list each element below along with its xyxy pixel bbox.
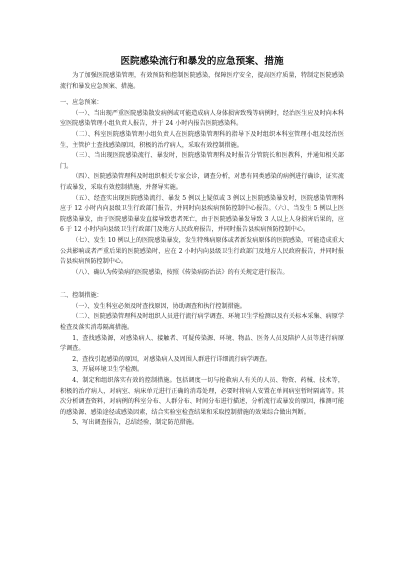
measure-item: 2、查找引起感染的原因，对感染病人及周围人群进行详细流行病学调查。 (72, 355, 272, 363)
document-title: 医院感染流行和暴发的应急预案、措施 (120, 56, 284, 67)
plan-item: （七）、发生 10 例以上的医院感染暴发，发生特殊病原体或者新发病原体的医院感染，可能造成重大公共影响或者严重后果的医院感染时，应在 2 小时内向县级卫生行政部门及地方人民政府报告，并同时报告县疾病预防控制中心。 (60, 236, 344, 266)
measure-item: 4、制定和组织落实有效的控制措施。包括调度一切与抢救病人有关的人员、物资、药械、技术等，积极的治疗病人，对病室、病床单元进行正确的消毒处理，必要时将病人安置在单间病室暂时隔离等。其次分析调查资料，对病例的科室分布、人群分布、时间分布进行描述，分析流行或暴发的原因，推测可能的感染源、感染途径或感染因素，结合实验室检查结果和采取控制措施的效果综合做出判断。 (60, 377, 344, 416)
section-emergency-plan (60, 98, 344, 278)
section-control-measures (60, 291, 344, 429)
measure-item: 3、开展环境卫生学检测。 (72, 366, 144, 374)
intro-paragraph: 为了加强医院感染管理，有效预防和控制医院感染，保障医疗安全，提高医疗质量，特制定医院感染流行和暴发应急预案、措施。 (60, 72, 344, 90)
section-heading: 二、控制措施： (60, 292, 103, 300)
measure-item: 5、写出调查报告，总结经验，制定防范措施。 (72, 419, 198, 427)
plan-item: （三）、当出现医院感染流行、暴发时，医院感染管理科及时报告分管院长和医教科，并通知相关部门。 (60, 152, 344, 170)
plan-item: （四）、医院感染管理科及时组织相关专家会诊，调查分析，对患有同类感染的病例进行确诊，证实流行或暴发，采取有效控制措施，并督导实施。 (60, 173, 344, 191)
plan-item: （八）、确认为传染病的医院感染，按照《传染病防治法》的有关规定进行报告。 (72, 268, 289, 276)
section-heading: 一、应急预案： (60, 99, 103, 107)
plan-item: （一）、当出现严重医院感染散发病例或可能造成病人身体损害致残等病例时，经治医生应及时向本科室医院感染管理小组负责人报告，并于 24 小时内报告医院感染科。 (60, 109, 344, 128)
measure-item: （一）、发生科室必须及时查找原因，协助调查和执行控制措施。 (72, 302, 246, 310)
plan-item: （五）、经查实出现医院感染流行、暴发 5 例以上疑似或 3 例以上医院感染暴发时，医院感染管理科应于 12 小时内向县级卫生行政部门报告，并同时向县疾病预防控制中心报告。（六）、当发生 5 例以上医院感染暴发，由于医院感染暴发直接导致患者死亡，由于医院感染暴发导致 3 人以上人身损害后果的，应 6 于 12 小时内向县级卫生行政部门及地方人民政府报告，并同时报告县疾病预防控制中心。 (60, 194, 344, 234)
plan-item: （二）、科室医院感染管理小组负责人在医院感染管理科的指导下及时组织本科室管理小组及经治医生，主管护士查找感染原因，积极的治疗病人，采取有效控制措施。 (60, 130, 344, 149)
spacer (60, 278, 344, 287)
measure-item: （二）、医院感染管理科及时组织人员进行流行病学调查、环境卫生学检测以及有关标本采集、病原学检查及落实消毒隔离措施。 (60, 313, 344, 332)
measure-item: 1、查找感染源，对感染病人、接触者、可疑传染源、环境、物品、医务人员及陪护人员等进行病原学调查。 (60, 334, 344, 353)
